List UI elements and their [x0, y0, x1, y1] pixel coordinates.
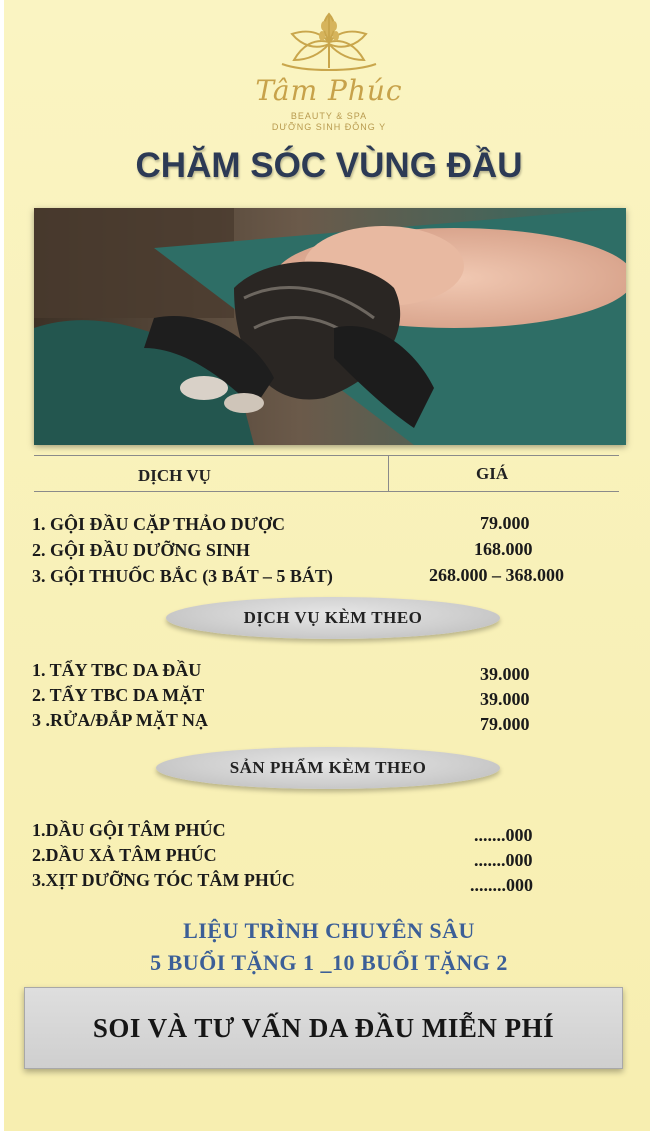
table-column-divider [388, 455, 389, 492]
free-consultation-banner: SOI VÀ TƯ VẤN DA ĐẦU MIỄN PHÍ [24, 987, 623, 1069]
service-item: 2. GỘI ĐẦU DƯỠNG SINH [32, 540, 250, 560]
addon-price: 39.000 [480, 689, 530, 709]
service-price: 268.000 – 368.000 [429, 565, 564, 585]
addon-price: 39.000 [480, 664, 530, 684]
promo-line-2: 5 BUỔI TẶNG 1 _10 BUỔI TẶNG 2 [150, 950, 508, 975]
brand-name: Tâm Phúc [255, 74, 403, 107]
addon-price: 79.000 [480, 714, 530, 734]
table-top-border [34, 455, 619, 456]
addon-item: 1. TẨY TBC DA ĐẦU [32, 660, 202, 680]
hair-wash-photo [34, 208, 626, 445]
products-heading: SẢN PHẨM KÈM THEO [156, 747, 500, 789]
lotus-logo-icon [274, 8, 384, 76]
addon-item: 3 .RỬA/ĐẮP MẶT NẠ [32, 710, 208, 730]
brand-subtitle: BEAUTY & SPA [290, 111, 368, 121]
service-price: 79.000 [480, 513, 530, 533]
service-item: 3. GỘI THUỐC BẮC (3 BÁT – 5 BÁT) [32, 566, 333, 586]
product-item: 1.DẦU GỘI TÂM PHÚC [32, 820, 226, 840]
addons-heading: DỊCH VỤ KÈM THEO [166, 597, 500, 639]
addon-item: 2. TẨY TBC DA MẶT [32, 685, 205, 705]
page-title: CHĂM SÓC VÙNG ĐẦU [135, 146, 523, 185]
service-price: 168.000 [474, 539, 533, 559]
table-header-border [34, 491, 619, 492]
product-item: 2.DẦU XẢ TÂM PHÚC [32, 845, 217, 865]
product-price: .......000 [474, 825, 533, 845]
promo-line-1: LIỆU TRÌNH CHUYÊN SÂU [183, 918, 475, 943]
product-price: ........000 [470, 875, 533, 895]
product-item: 3.XỊT DƯỠNG TÓC TÂM PHÚC [32, 870, 295, 890]
product-price: .......000 [474, 850, 533, 870]
column-header-price: GIÁ [476, 464, 509, 483]
column-header-service: DỊCH VỤ [138, 466, 211, 485]
brand-tagline: DƯỠNG SINH ĐÔNG Y [271, 122, 387, 132]
service-item: 1. GỘI ĐẦU CẶP THẢO DƯỢC [32, 514, 286, 534]
